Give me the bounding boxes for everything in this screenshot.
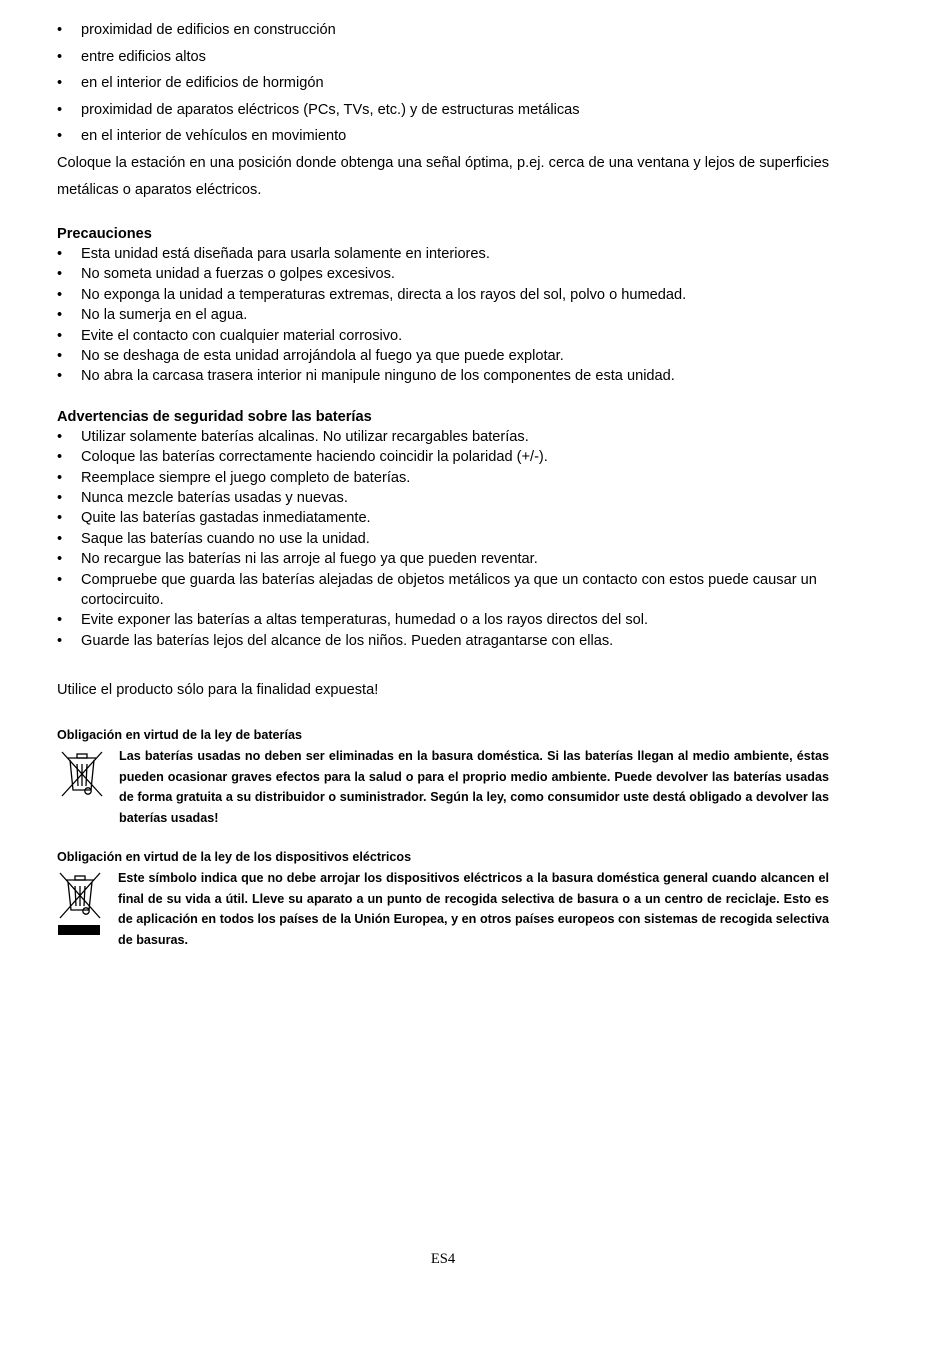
list-item: • en el interior de edificios de hormigón	[57, 70, 829, 97]
list-item: • en el interior de vehículos en movimiento	[57, 123, 829, 150]
list-item: • Nunca mezcle baterías usadas y nuevas.	[57, 488, 829, 508]
placement-paragraph: Coloque la estación en una posición donde obtenga una señal óptima, p.ej. cerca de una ventana y lejos de superficies metálicas o aparatos eléctricos.	[57, 154, 829, 198]
battery-law-heading: Obligación en virtud de la ley de baterías	[57, 728, 302, 743]
battery-law-text: Las baterías usadas no deben ser eliminadas en la basura doméstica. Si las baterías llegan al medio ambiente, éstas pueden ocasionar graves efectos para la salud o para el proprio medio ambiente. Puede devolver las baterías usadas de forma gratuita a su distribuidor o suministrador. Según la ley, como consumidor uste destá obligado a devolver las baterías usadas!	[119, 749, 829, 825]
list-item: • Coloque las baterías correctamente haciendo coincidir la polaridad (+/-).	[57, 447, 829, 467]
list-item: • Esta unidad está diseñada para usarla solamente en interiores.	[57, 244, 829, 264]
list-item: • Compruebe que guarda las baterías alejadas de objetos metálicos ya que un contacto con estos puede causar un cortocircuito.	[57, 570, 829, 611]
device-law-text: Este símbolo indica que no debe arrojar los dispositivos eléctricos a la basura doméstica general cuando alcancen el final de su vida a útil. Lleve su aparato a un punto de recogida selectiva de basura o a un centro de reciclaje. Esto es de aplicación en todos los países de la Unión Europea, y en otros países europeos con sistemas de recogida selectiva de basuras.	[118, 871, 829, 947]
list-item: • Utilizar solamente baterías alcalinas. No utilizar recargables baterías.	[57, 427, 829, 447]
purpose-note: Utilice el producto sólo para la finalidad expuesta!	[57, 682, 379, 699]
device-law-block	[57, 868, 829, 950]
intro-bullet-list	[57, 17, 829, 150]
battery-warnings-list	[57, 427, 829, 651]
list-item: • proximidad de aparatos eléctricos (PCs, TVs, etc.) y de estructuras metálicas	[57, 97, 829, 124]
list-item: • Evite el contacto con cualquier material corrosivo.	[57, 326, 829, 346]
crossed-out-bin-icon	[57, 746, 119, 808]
list-item: • No exponga la unidad a temperaturas extremas, directa a los rayos del sol, polvo o humedad.	[57, 285, 829, 305]
document-page	[57, 0, 829, 950]
list-item: • Guarde las baterías lejos del alcance de los niños. Pueden atragantarse con ellas.	[57, 631, 829, 651]
precautions-list	[57, 244, 829, 387]
precautions-heading: Precauciones	[57, 225, 152, 242]
list-item: • Evite exponer las baterías a altas temperaturas, humedad o a los rayos directos del sol.	[57, 610, 829, 630]
list-item: • Saque las baterías cuando no use la unidad.	[57, 529, 829, 549]
list-item: • No la sumerja en el agua.	[57, 305, 829, 325]
weee-bin-icon	[57, 868, 118, 940]
list-item: • entre edificios altos	[57, 44, 829, 71]
list-item: • No recargue las baterías ni las arroje al fuego ya que pueden reventar.	[57, 549, 829, 569]
list-item: • No abra la carcasa trasera interior ni manipule ninguno de los componentes de esta unidad.	[57, 366, 829, 386]
device-law-heading: Obligación en virtud de la ley de los dispositivos eléctricos	[57, 850, 412, 865]
list-item: • No se deshaga de esta unidad arrojándola al fuego ya que puede explotar.	[57, 346, 829, 366]
battery-warnings-heading: Advertencias de seguridad sobre las baterías	[57, 408, 372, 425]
list-item: • No someta unidad a fuerzas o golpes excesivos.	[57, 264, 829, 284]
battery-law-block	[57, 746, 829, 828]
list-item: • proximidad de edificios en construcción	[57, 17, 829, 44]
page-number: ES4	[430, 1251, 456, 1267]
list-item: • Quite las baterías gastadas inmediatamente.	[57, 508, 829, 528]
list-item: • Reemplace siempre el juego completo de baterías.	[57, 468, 829, 488]
